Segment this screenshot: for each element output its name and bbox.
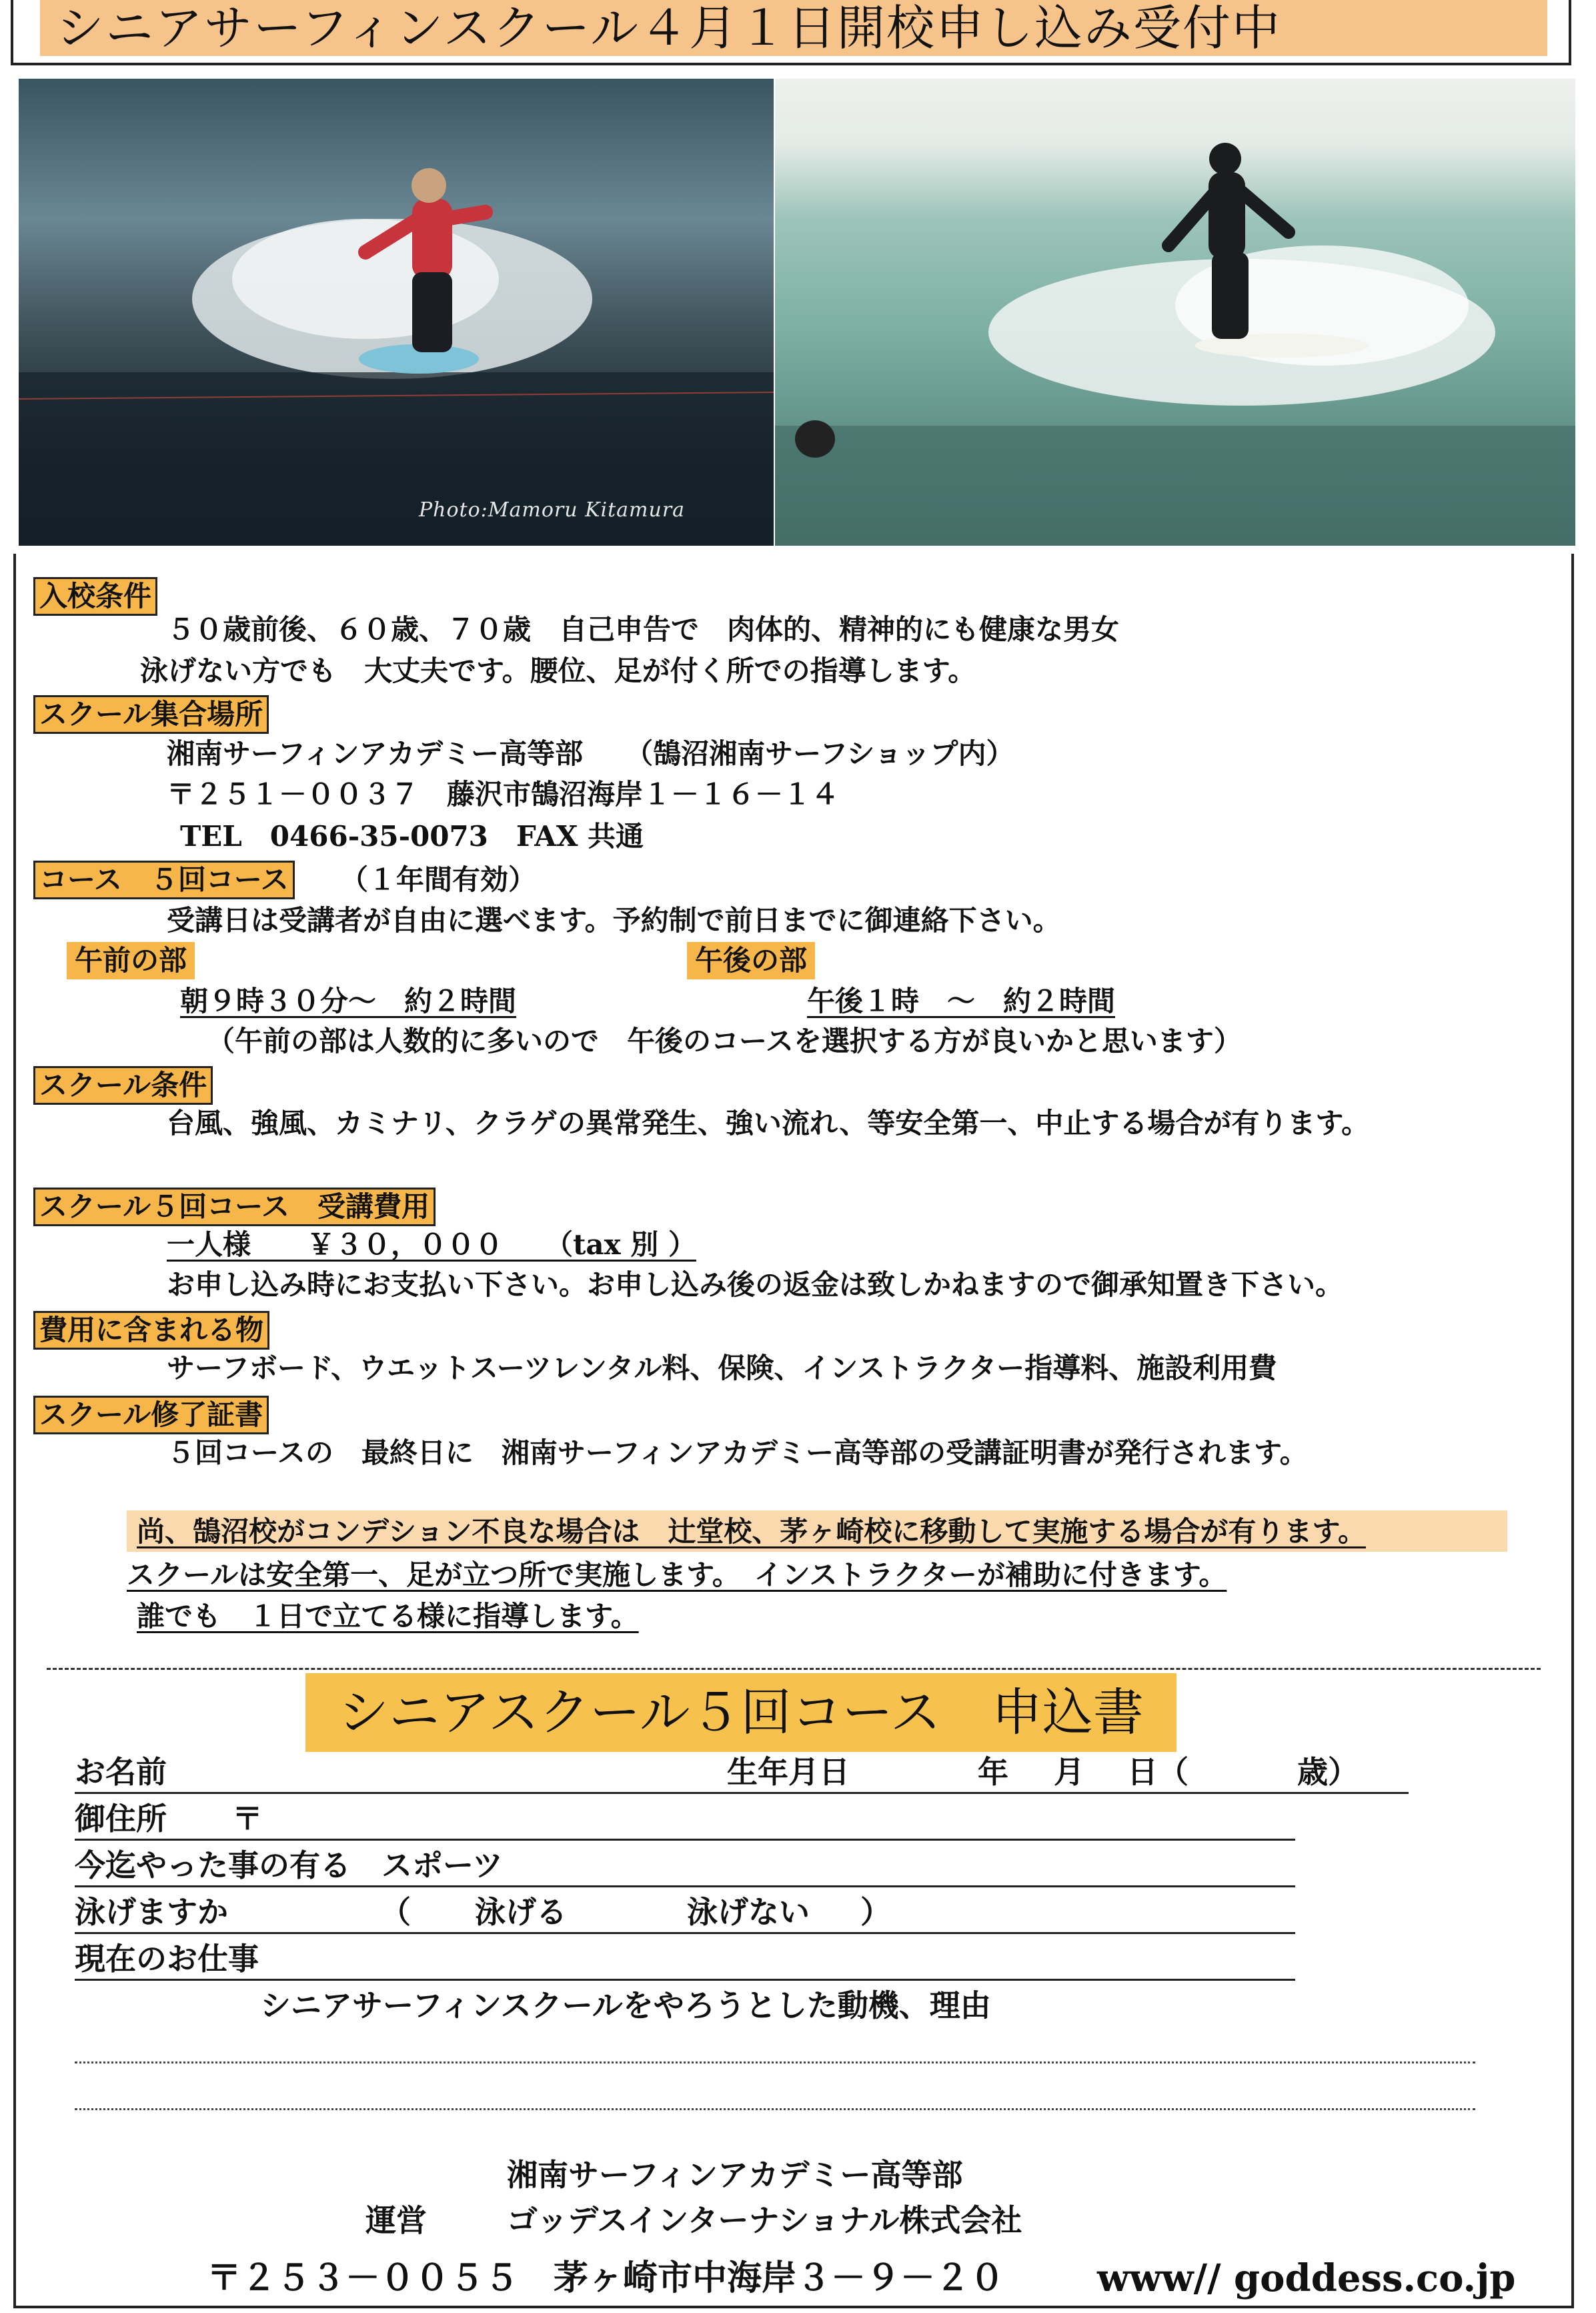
surf-wave-scene-right <box>775 79 1575 546</box>
admission-header: 入校条件 <box>33 577 157 616</box>
notes-line2: スクールは安全第一、足が立つ所で実施します。 インストラクターが補助に付きます。 <box>127 1558 1227 1591</box>
notes-line3: 誰でも １日で立てる様に指導します。 <box>137 1600 639 1633</box>
afternoon-label: 午後の部 <box>687 942 815 979</box>
footer-school: 湘南サーフィンアカデミー高等部 <box>507 2157 963 2193</box>
swim-field <box>75 1932 1295 1934</box>
sports-field[interactable] <box>75 1885 1295 1887</box>
surfer-photo-left <box>19 79 774 546</box>
year-label: 年 <box>978 1754 1008 1790</box>
certificate-line1: ５回コースの 最終日に 湘南サーフィンアカデミー高等部の受講証明書が発行されます。 <box>167 1436 1308 1469</box>
morning-time: 朝９時３０分～ 約２時間 <box>180 985 517 1017</box>
footer-operator: ゴッデスインターナショナル株式会社 <box>507 2202 1022 2238</box>
motive-field-line2[interactable] <box>75 2108 1475 2110</box>
course-header: コース ５回コース <box>33 861 295 899</box>
fee-header: スクール５回コース 受講費用 <box>33 1188 436 1226</box>
course-note: （午前の部は人数的に多いので 午後のコースを選択する方が良いかと思います） <box>207 1025 1242 1057</box>
footer-operator-label: 運営 <box>365 2202 427 2238</box>
surfer-photo-right <box>775 79 1575 546</box>
certificate-header: スクール修了証書 <box>33 1396 269 1434</box>
conditions-header: スクール条件 <box>33 1066 213 1105</box>
page-title: シニアサーフィンスクール４月１日開校申し込み受付中 <box>40 0 1547 56</box>
conditions-line1: 台風、強風、カミナリ、クラゲの異常発生、強い流れ、等安全第一、中止する場合が有ります。 <box>167 1107 1370 1139</box>
sports-label: 今迄やった事の有る スポーツ <box>75 1847 504 1883</box>
age-label: 歳） <box>1297 1754 1359 1790</box>
title-banner <box>11 0 1571 65</box>
address-field[interactable] <box>75 1839 1295 1841</box>
job-label: 現在のお仕事 <box>75 1941 259 1977</box>
photo-credit: Photo:Mamoru Kitamura <box>419 498 686 522</box>
swim-yes-option[interactable]: 泳げる <box>475 1894 567 1930</box>
course-line1: 受講日は受講者が自由に選べます。予約制で前日までに御連絡下さい。 <box>167 904 1061 937</box>
swim-paren-open: （ <box>380 1894 411 1930</box>
name-label: お名前 <box>75 1754 167 1790</box>
surf-wave-scene-left <box>19 79 774 546</box>
afternoon-time: 午後１時 ～ 約２時間 <box>807 985 1116 1017</box>
address-label: 御住所 <box>75 1801 167 1837</box>
admission-line1: ５０歳前後、６０歳、７０歳 自己申告で 肉体的、精神的にも健康な男女 <box>167 613 1120 646</box>
footer-url[interactable]: www// goddess.co.jp <box>1097 2256 1516 2300</box>
meeting-header: スクール集合場所 <box>33 695 269 734</box>
form-title: シニアスクール５回コース 申込書 <box>305 1673 1176 1752</box>
job-field[interactable] <box>75 1979 1295 1981</box>
included-header: 費用に含まれる物 <box>33 1311 269 1350</box>
cut-line <box>47 1668 1541 1670</box>
name-field[interactable] <box>75 1792 1409 1794</box>
course-validity: （１年間有効） <box>340 863 537 896</box>
birthday-label: 生年月日 <box>727 1754 850 1790</box>
fee-line2: お申し込み時にお支払い下さい。お申し込み後の返金は致しかねますので御承知置き下さい。 <box>167 1268 1344 1301</box>
motive-field-line1[interactable] <box>75 2061 1475 2063</box>
swim-label: 泳げますか <box>75 1894 228 1930</box>
month-label: 月 <box>1054 1754 1084 1790</box>
meeting-line1: 湘南サーフィンアカデミー高等部 （鵠沼湘南サーフショップ内） <box>167 737 1014 770</box>
meeting-line3: TEL 0466-35-0073 FAX 共通 <box>180 820 644 853</box>
notes-line1: 尚、鵠沼校がコンデション不良な場合は 辻堂校、茅ヶ崎校に移動して実施する場合が有ります。 <box>137 1515 1366 1548</box>
motive-label: シニアサーフィンスクールをやろうとした動機、理由 <box>260 1987 991 2023</box>
included-line1: サーフボード、ウエットスーツレンタル料、保険、インストラクター指導料、施設利用費 <box>167 1352 1277 1384</box>
swim-paren-close: ） <box>860 1894 891 1930</box>
fee-line1: 一人様 ￥３０，０００ （tax 別 ） <box>167 1228 696 1261</box>
day-label: 日（ <box>1127 1754 1188 1790</box>
morning-label: 午前の部 <box>67 942 195 979</box>
admission-line2: 泳げない方でも 大丈夫です。腰位、足が付く所での指導します。 <box>140 654 976 687</box>
postal-mark: 〒 <box>232 1801 263 1837</box>
meeting-line2: 〒２５１－００３７ 藤沢市鵠沼海岸１－１６－１４ <box>167 778 840 811</box>
footer-address: 〒２５３－００５５ 茅ヶ崎市中海岸３－９－２０ <box>207 2258 1005 2298</box>
swim-no-option[interactable]: 泳げない <box>687 1894 810 1930</box>
